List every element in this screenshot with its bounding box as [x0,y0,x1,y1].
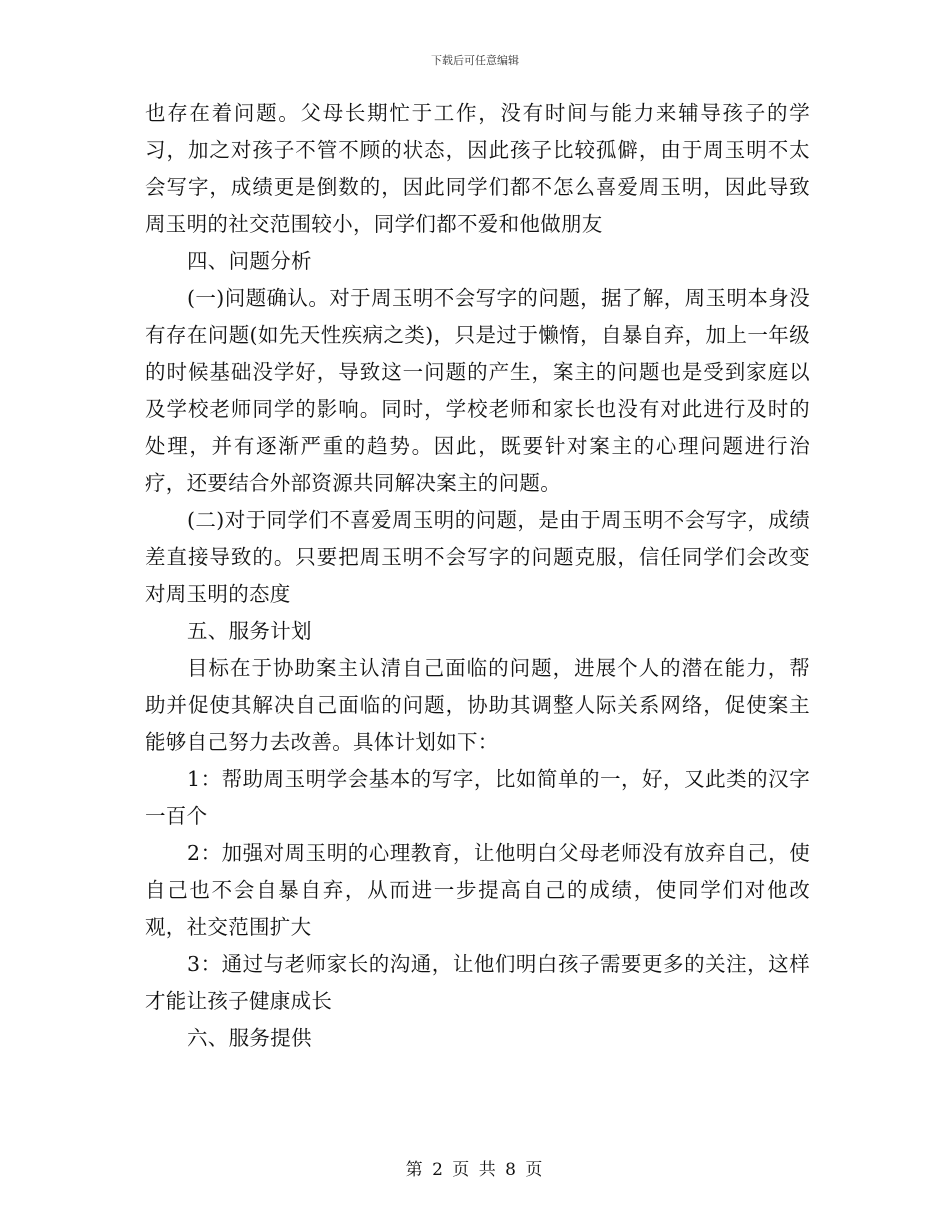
section-heading: 四、问题分析 [187,249,312,273]
paragraph: 也存在着问题。父母长期忙于工作，没有时间与能力来辅导孩子的学习，加之对孩子不管不顾的状态，因此孩子比较孤僻，由于周玉明不太会写字，成绩更是倒数的，因此同学们都不怎么喜爱周玉明，因此导致周玉明的社交范围较小，同学们都不爱和他做朋友 [145,101,810,236]
plan-item: 1：帮助周玉明学会基本的写字，比如简单的一，好，又此类的汉字一百个 [145,767,810,828]
section-heading: 六、服务提供 [187,1026,312,1050]
plan-item: 3：通过与老师家长的沟通，让他们明白孩子需要更多的关注，这样才能让孩子健康成长 [145,952,810,1013]
plan-item: 2：加强对周玉明的心理教育，让他明白父母老师没有放弃自己，使自己也不会自暴自弃，从而进一步提高自己的成绩，使同学们对他改观，社交范围扩大 [145,841,810,939]
section-heading: 五、服务计划 [187,619,312,643]
page-number: 第 2 页 共 8 页 [405,1160,545,1180]
paragraph: (一)问题确认。对于周玉明不会写字的问题，据了解，周玉明本身没有存在问题(如先天性疾病之类)，只是过于懒惰，自暴自弃，加上一年级的时候基础没学好，导致这一问题的产生，案主的问题也是受到家庭以及学校老师同学的影响。同时，学校老师和家长也没有对此进行及时的处理，并有逐渐严重的趋势。因此，既要针对案主的心理问题进行治疗，还要结合外部资源共同解决案主的问题。 [145,286,810,495]
document-body [145,95,810,1057]
header-note: 下载后可任意编辑 [431,54,519,67]
paragraph: (二)对于同学们不喜爱周玉明的问题，是由于周玉明不会写字，成绩差直接导致的。只要把周玉明不会写字的问题克服，信任同学们会改变对周玉明的态度 [145,508,810,606]
paragraph: 目标在于协助案主认清自己面临的问题，进展个人的潜在能力，帮助并促使其解决自己面临的问题，协助其调整人际关系网络，促使案主能够自己努力去改善。具体计划如下： [145,656,810,754]
